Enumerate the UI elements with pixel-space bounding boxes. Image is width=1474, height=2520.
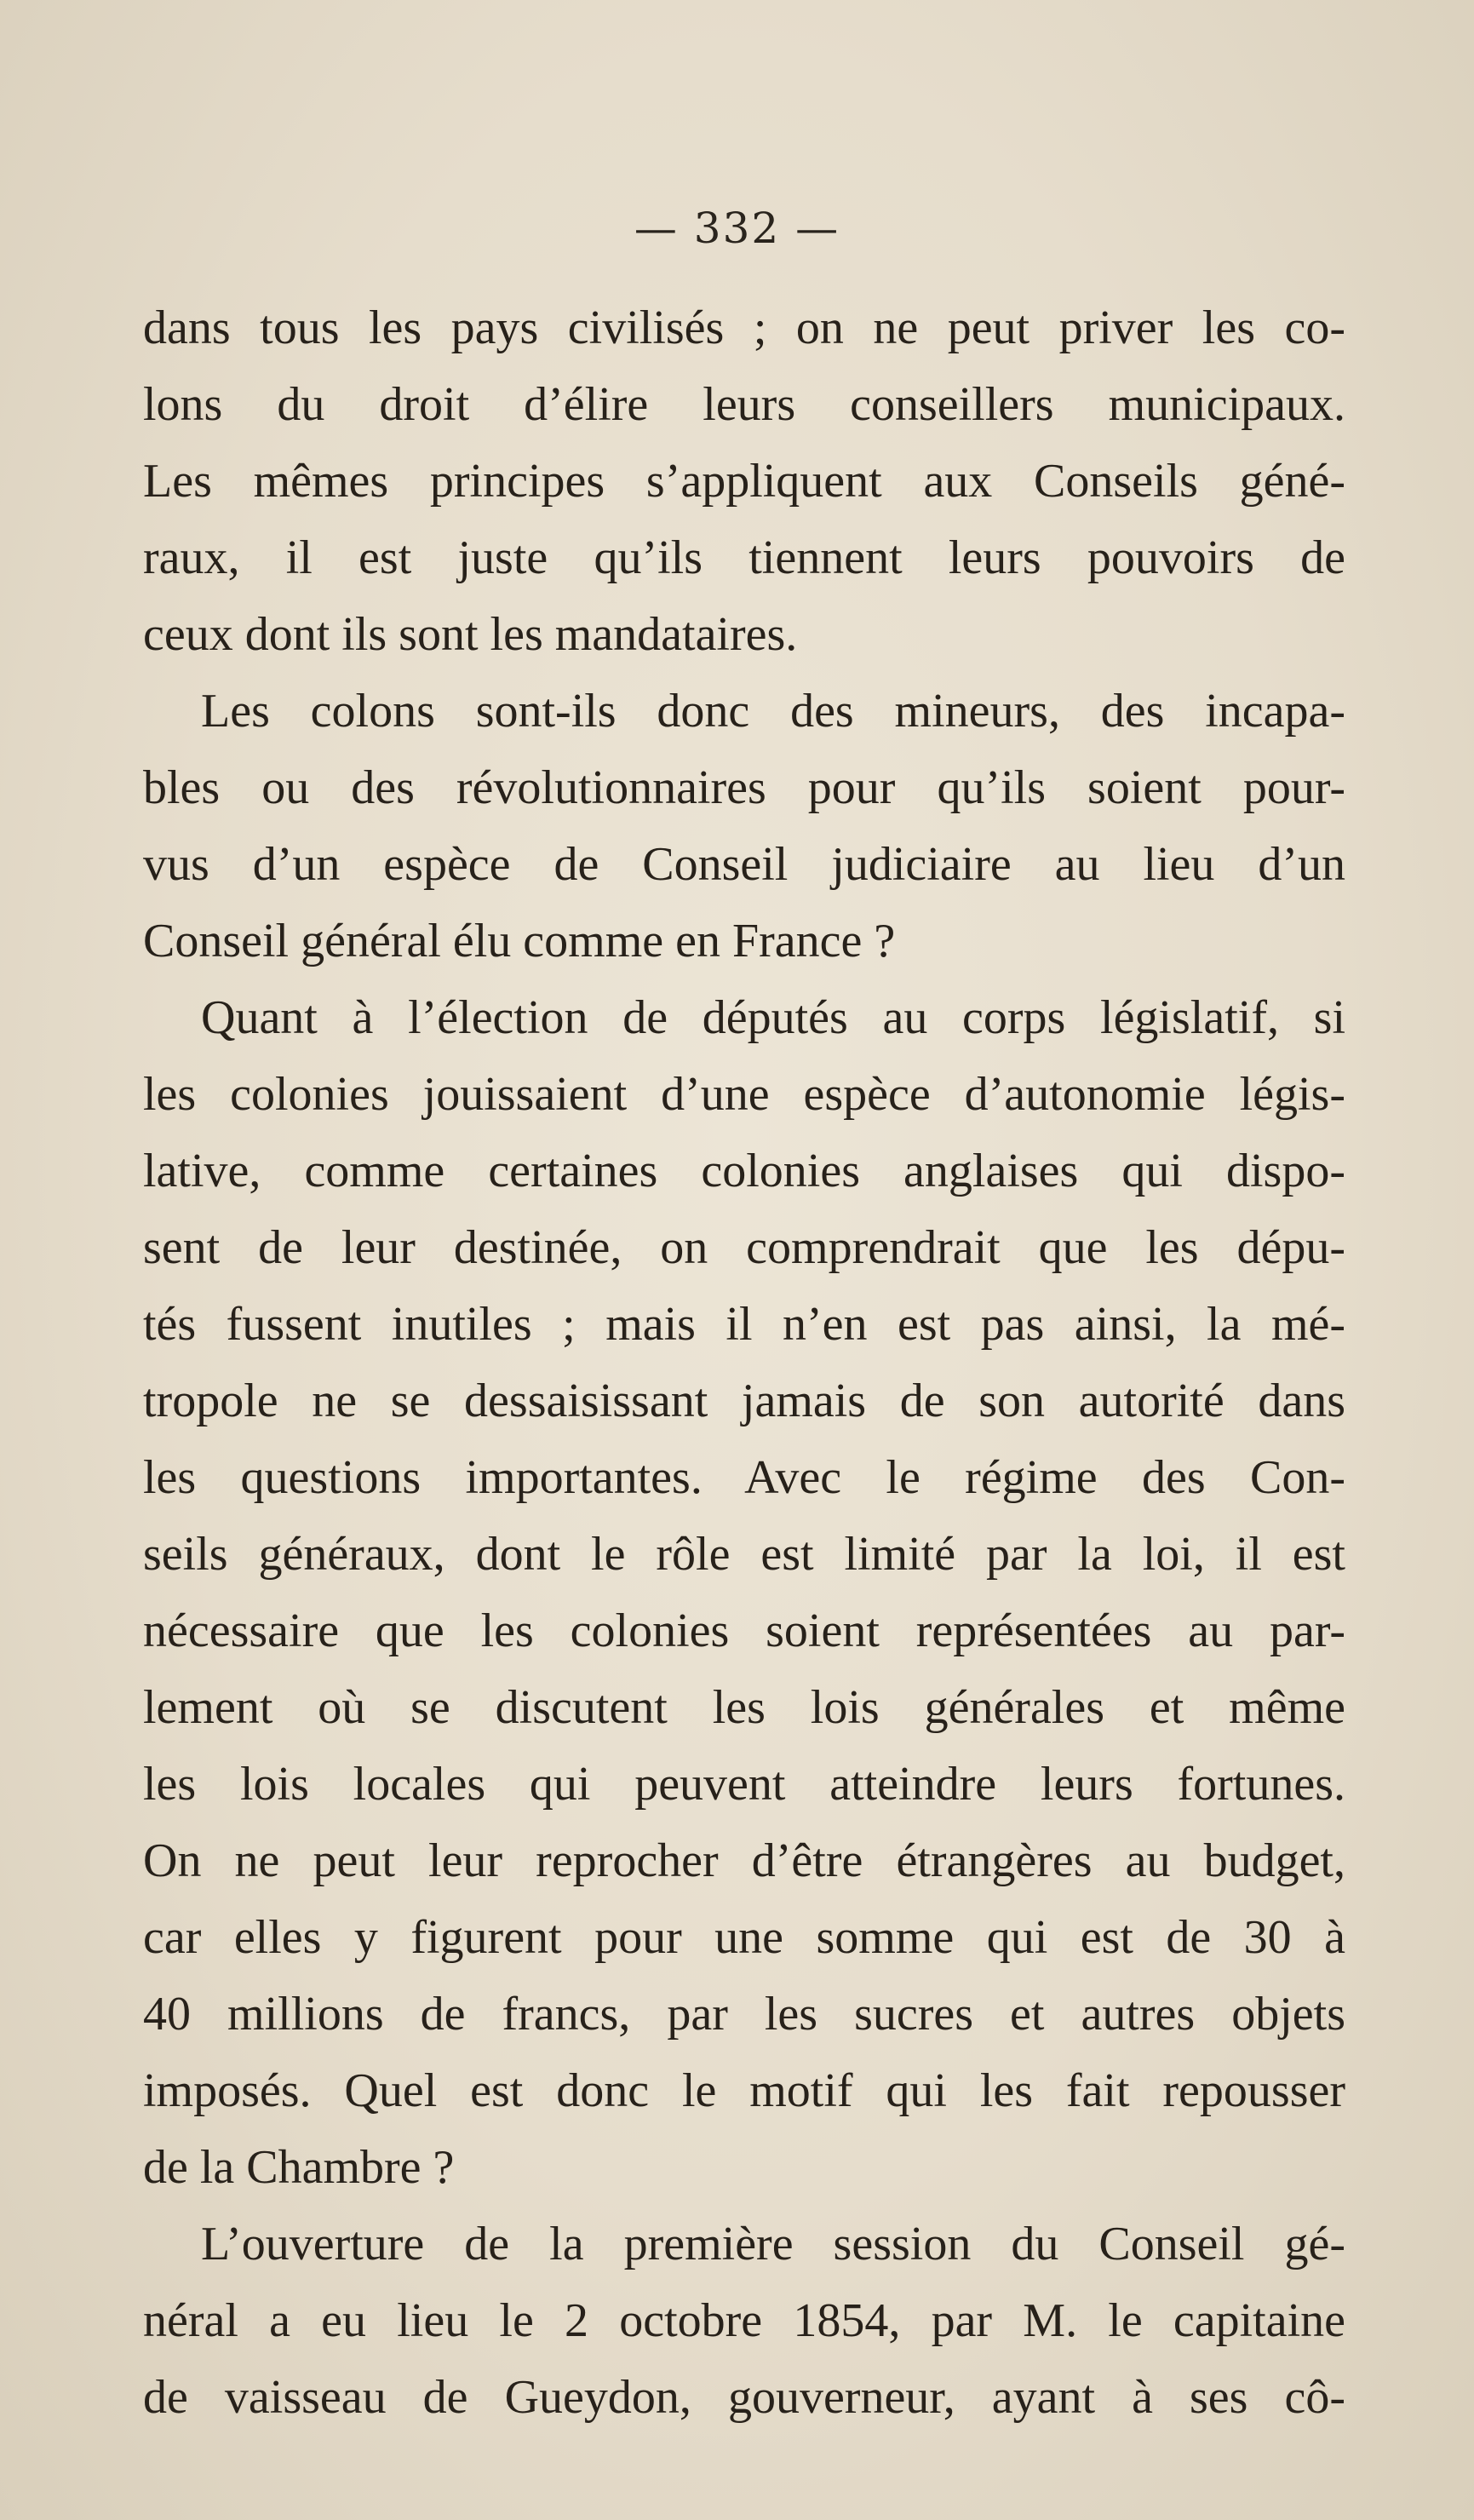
- text-line: Les mêmes principes s’appliquent aux Conseils géné-: [143, 455, 1345, 508]
- text-line: car elles y figurent pour une somme qui est de 30 à: [143, 1911, 1345, 1964]
- text-line: seils généraux, dont le rôle est limité par la loi, il est: [143, 1528, 1345, 1581]
- body-text: [143, 290, 1345, 2436]
- text-line: dans tous les pays civilisés ; on ne peut priver les co-: [143, 301, 1345, 354]
- text-line: imposés. Quel est donc le motif qui les fait repousser: [143, 2064, 1345, 2117]
- text-line: lative, comme certaines colonies anglaises qui dispo-: [143, 1145, 1345, 1197]
- text-line: sent de leur destinée, on comprendrait que les dépu-: [143, 1221, 1345, 1274]
- text-line: lement où se discutent les lois générales et même: [143, 1681, 1345, 1734]
- text-line: de vaisseau de Gueydon, gouverneur, ayant à ses cô-: [143, 2371, 1345, 2424]
- text-line: L’ouverture de la première session du Conseil gé-: [201, 2218, 1345, 2270]
- text-line: néral a eu lieu le 2 octobre 1854, par M. le capitaine: [143, 2294, 1345, 2347]
- text-line: les questions importantes. Avec le régime des Con-: [143, 1451, 1345, 1504]
- text-line: de la Chambre ?: [143, 2141, 455, 2194]
- text-line: 40 millions de francs, par les sucres et autres objets: [143, 1988, 1345, 2041]
- text-line: raux, il est juste qu’ils tiennent leurs pouvoirs de: [143, 531, 1345, 584]
- text-line: lons du droit d’élire leurs conseillers municipaux.: [143, 378, 1345, 431]
- text-line: Conseil général élu comme en France ?: [143, 915, 896, 967]
- text-line: bles ou des révolutionnaires pour qu’ils soient pour-: [143, 761, 1345, 814]
- text-line: nécessaire que les colonies soient représentées au par-: [143, 1604, 1345, 1657]
- text-line: tropole ne se dessaisissant jamais de son autorité dans: [143, 1375, 1345, 1427]
- text-line: Les colons sont-ils donc des mineurs, des incapa-: [201, 685, 1345, 738]
- page-number: — 332 —: [634, 204, 840, 253]
- text-line: ceux dont ils sont les mandataires.: [143, 608, 798, 661]
- text-line: les lois locales qui peuvent atteindre leurs fortunes.: [143, 1758, 1345, 1811]
- text-line: vus d’un espèce de Conseil judiciaire au lieu d’un: [143, 838, 1345, 891]
- text-line: Quant à l’élection de députés au corps législatif, si: [201, 991, 1345, 1044]
- text-line: tés fussent inutiles ; mais il n’en est pas ainsi, la mé-: [143, 1298, 1345, 1351]
- text-line: On ne peut leur reprocher d’être étrangères au budget,: [143, 1834, 1345, 1887]
- text-line: les colonies jouissaient d’une espèce d’autonomie légis-: [143, 1068, 1345, 1121]
